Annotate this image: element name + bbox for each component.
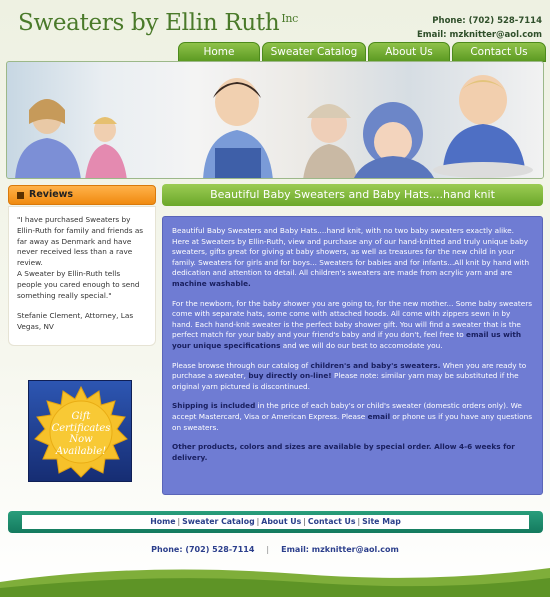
nav-tab-home[interactable]: Home xyxy=(178,42,260,62)
review-quote-part-2: A Sweater by Ellin-Ruth tells people you cared enough to send something really special." xyxy=(17,268,140,300)
p2-text: For the newborn, for the baby shower you are going to, for the new mother... Some baby sweaters come with separate hats, some come with attached hoods. All come with zippers sewn in by hand. Each hand-knit sweater is the perfect baby shower gift. You will find a sweater that is the perfect match for your baby and your friend's baby and if you don't, feel free to xyxy=(172,298,532,340)
review-quote xyxy=(17,215,147,301)
footer-nav-bar xyxy=(8,511,543,533)
footer-email[interactable]: Email: mzknitter@aol.com xyxy=(281,545,399,554)
hero-child-body-6 xyxy=(443,124,525,168)
footer-contact-separator: | xyxy=(266,545,270,554)
gift-line-4: Available! xyxy=(55,445,107,457)
header-contact xyxy=(417,14,542,42)
gift-line-2: Certificates xyxy=(51,422,111,434)
header-email[interactable]: Email: mzknitter@aol.com xyxy=(416,30,542,40)
hero-banner xyxy=(6,61,544,179)
footer-separator: | xyxy=(256,517,260,526)
newborn-paragraph xyxy=(172,299,533,352)
reviews-panel xyxy=(8,206,156,346)
p4-highlight: Shipping is included xyxy=(172,401,256,411)
hero-child-body-2 xyxy=(85,144,127,179)
p1-text: Beautiful Baby Sweaters and Baby Hats....hand knit, with no two baby sweaters exactly alike. Here at Sweaters by Ellin-Ruth, view and purchase any of our hand-knitted and truly unique baby sweaters, gifts great for giving at baby showers, as well as treasures for the new child in your family. Sweaters for girls and for boys... Sweaters for babies and for infants...All knit by hand with dedication and attention to detail. All children's sweaters are made from acrylic yarn and are xyxy=(172,226,530,278)
square-bullet-icon xyxy=(17,192,24,199)
review-author: Stefanie Clement, Attorney, Las Vegas, NV xyxy=(17,311,134,332)
footer-contact xyxy=(0,545,550,554)
footer-swoosh-decoration xyxy=(0,560,550,597)
main-title: Beautiful Baby Sweaters and Baby Hats....hand knit xyxy=(162,184,543,206)
shipping-paragraph xyxy=(172,401,533,433)
gift-certificates-badge[interactable] xyxy=(28,380,132,482)
p3-text: Please browse through our catalog of xyxy=(172,360,311,370)
footer-link-home[interactable]: Home xyxy=(150,517,176,526)
hero-child-body-4 xyxy=(303,144,357,179)
p4-tail: or phone us if you have any questions on sweaters. xyxy=(172,411,533,432)
footer-links xyxy=(22,515,529,529)
p1-highlight: machine washable. xyxy=(172,278,251,288)
brand-name: Sweaters by Ellin Ruth xyxy=(18,10,280,36)
review-quote-part-1: "I have purchased Sweaters by Ellin-Ruth for family and friends as far away as Denmark and have never received less than a rave review. xyxy=(17,215,144,268)
site-logo[interactable] xyxy=(18,10,298,36)
main-content-panel xyxy=(162,216,543,495)
reviews-title: Reviews xyxy=(29,189,74,200)
main-nav xyxy=(178,42,548,62)
hero-children-photo xyxy=(7,62,544,179)
nav-tab-contact-us[interactable]: Contact Us xyxy=(452,42,546,62)
hero-child-face-3 xyxy=(215,78,259,126)
p2-tail: and we will do our best to accomodate you. xyxy=(280,340,443,350)
email-link[interactable]: email xyxy=(367,411,391,421)
gift-line-1: Gift xyxy=(71,411,91,422)
hero-child-body-1 xyxy=(15,138,81,179)
gift-certificates-text xyxy=(29,411,133,457)
header-phone: Phone: (702) 528-7114 xyxy=(432,16,542,26)
special-order-paragraph xyxy=(172,442,533,463)
catalog-paragraph xyxy=(172,361,533,393)
hero-child-hat-4 xyxy=(307,104,351,118)
footer-link-about-us[interactable]: About Us xyxy=(261,517,302,526)
footer-phone: Phone: (702) 528-7114 xyxy=(151,545,255,554)
footer-separator: | xyxy=(357,517,361,526)
p3-mid: When you are ready to purchase a sweater, xyxy=(172,360,527,381)
brand-suffix: Inc xyxy=(281,12,299,25)
nav-tab-sweater-catalog[interactable]: Sweater Catalog xyxy=(262,42,366,62)
reviews-header xyxy=(8,185,156,205)
hero-child-body-5 xyxy=(353,156,435,179)
hero-floor-shadow xyxy=(433,162,533,178)
p4-text: in the price of each baby's or child's sweater (domestic orders only). We accept Mastercard, Visa or American Express. Please xyxy=(172,401,522,421)
footer-separator: | xyxy=(177,517,181,526)
p3-highlight: buy directly on-line! xyxy=(248,371,332,381)
hero-child-overalls-3 xyxy=(215,148,261,179)
footer-link-sweater-catalog[interactable]: Sweater Catalog xyxy=(182,517,255,526)
nav-tab-about-us[interactable]: About Us xyxy=(368,42,450,62)
footer-separator: | xyxy=(303,517,306,526)
hero-child-hair-2 xyxy=(93,117,117,124)
email-specifications-link[interactable]: email us with your unique specifications xyxy=(172,330,522,350)
intro-paragraph xyxy=(172,226,533,290)
catalog-link[interactable]: children's and baby's sweaters. xyxy=(310,360,441,370)
footer-link-site-map[interactable]: Site Map xyxy=(362,517,401,526)
hero-child-face-6 xyxy=(459,75,507,125)
p3-tail: Please note: similar yarn may be substituted if the original yarn pictured is discontinued. xyxy=(172,371,519,391)
footer-link-contact-us[interactable]: Contact Us xyxy=(307,517,356,526)
gift-line-3: Now xyxy=(69,434,93,445)
p5-highlight: Other products, colors and sizes are available by special order. Allow 4-6 weeks for delivery. xyxy=(172,442,515,462)
